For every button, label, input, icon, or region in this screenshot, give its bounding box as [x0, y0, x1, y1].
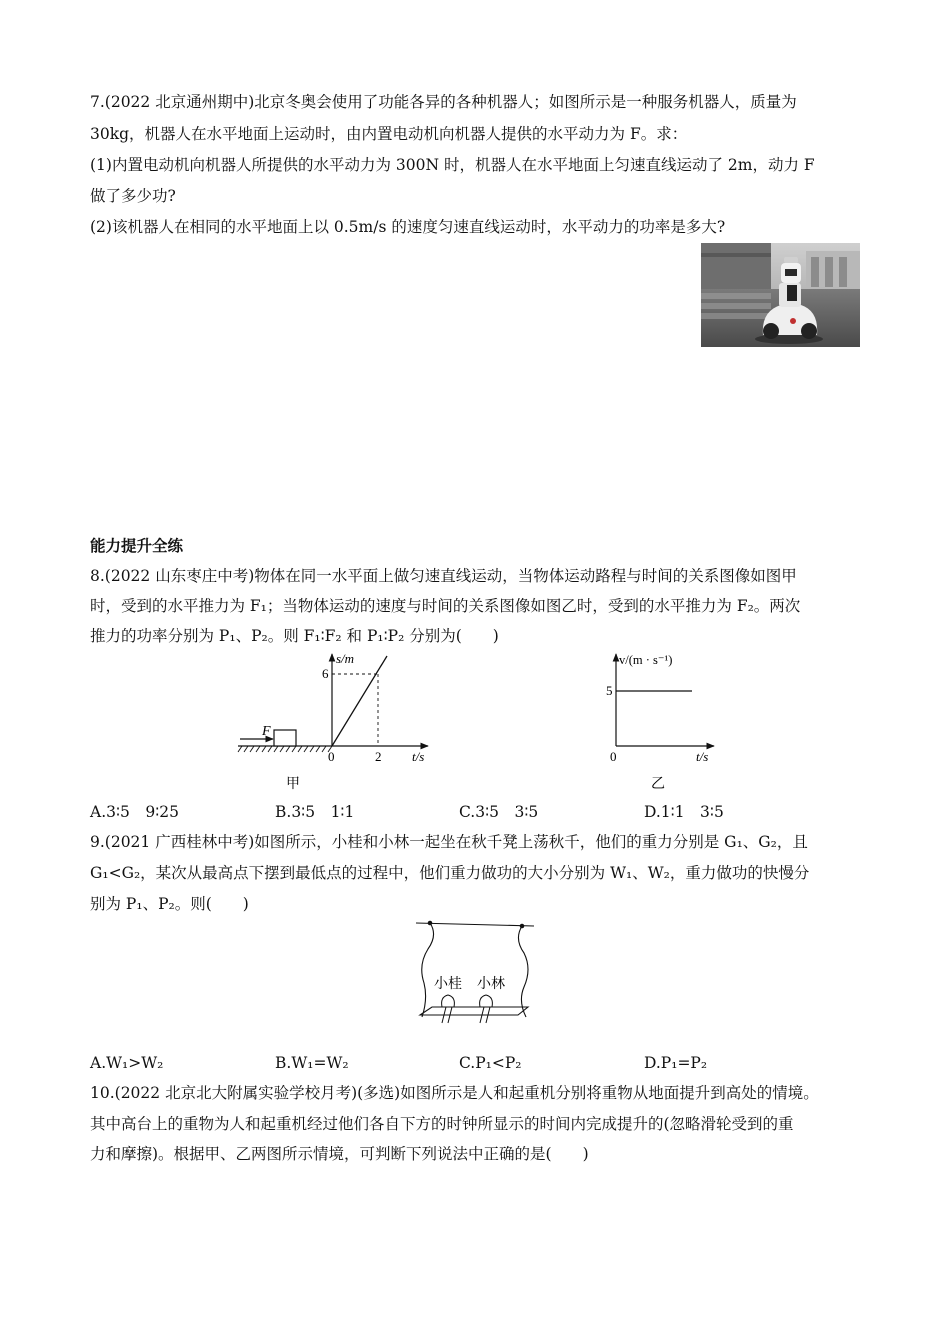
q7-line-1: 7.(2022 北京通州期中)北京冬奥会使用了功能各异的各种机器人；如图所示是一种服务机器人，质量为	[90, 93, 797, 111]
section-title: 能力提升全练	[90, 537, 184, 555]
figure-jia	[230, 648, 440, 796]
x-axis-label: t/s	[412, 749, 425, 764]
left-rope	[422, 923, 434, 1017]
caption-jia: 甲	[286, 777, 300, 792]
q8-line-3: 推力的功率分别为 P₁、P₂。则 F₁∶F₂ 和 P₁∶P₂ 分别为( )	[90, 627, 499, 645]
x-axis-label: t/s	[696, 749, 709, 764]
q9-option-b: B.W₁=W₂	[275, 1054, 349, 1072]
swing-figure	[412, 915, 536, 1035]
robot-photo	[701, 243, 860, 347]
x-tick-label: 2	[375, 749, 382, 764]
right-rope	[518, 926, 528, 1017]
q10-line-1: 10.(2022 北京北大附属实验学校月考)(多选)如图所示是人和起重机分别将重物从地面提升到高处的情境。	[90, 1084, 819, 1102]
q9-option-c: C.P₁<P₂	[459, 1054, 522, 1072]
q7-line-2: 30kg，机器人在水平地面上运动时，由内置电动机向机器人提供的水平动力为 F。求：	[90, 125, 688, 143]
q8-line-2: 时，受到的水平推力为 F₁；当物体运动的速度与时间的关系图像如图乙时，受到的水平推力为 F₂。两次	[90, 597, 801, 615]
swing-label-xiaolin: 小林	[477, 977, 505, 992]
force-label: F	[262, 724, 271, 739]
q9-option-a: A.W₁>W₂	[90, 1054, 164, 1072]
q7-line-4: 做了多少功?	[90, 187, 176, 205]
caption-yi: 乙	[651, 777, 665, 792]
figure-yi	[600, 648, 730, 796]
q10-line-3: 力和摩擦)。根据甲、乙两图所示情境，可判断下列说法中正确的是( )	[90, 1145, 589, 1163]
q8-option-c: C.3∶5 3∶5	[459, 803, 539, 821]
block-shape	[274, 730, 296, 746]
origin-label: 0	[610, 749, 617, 764]
y-tick-label: 5	[606, 683, 613, 698]
q8-line-1: 8.(2022 山东枣庄中考)物体在同一水平面上做匀速直线运动，当物体运动路程与时间的关系图像如图甲	[90, 567, 797, 585]
q7-line-3: (1)内置电动机向机器人所提供的水平动力为 300N 时，机器人在水平地面上匀速直线运动了 2m，动力 F	[90, 156, 815, 174]
q10-line-2: 其中高台上的重物为人和起重机经过他们各自下方的时钟所显示的时间内完成提升的(忽略滑轮受到的重	[90, 1115, 794, 1133]
q8-option-b: B.3∶5 1∶1	[275, 803, 355, 821]
y-tick-label: 6	[322, 666, 329, 681]
q7-line-5: (2)该机器人在相同的水平地面上以 0.5m/s 的速度匀速直线运动时，水平动力的功率是多大?	[90, 218, 726, 236]
q9-option-d: D.P₁=P₂	[644, 1054, 708, 1072]
q9-line-3: 别为 P₁、P₂。则( )	[90, 895, 249, 913]
origin-label: 0	[328, 749, 335, 764]
y-axis-label: s/m	[336, 651, 355, 666]
q9-line-1: 9.(2021 广西桂林中考)如图所示，小桂和小林一起坐在秋千凳上荡秋千，他们的重力分别是 G₁、G₂，且	[90, 833, 808, 851]
swing-bar	[416, 923, 534, 926]
swing-seat	[420, 1007, 528, 1015]
distance-line	[332, 656, 387, 746]
y-axis-label: v/(m · s⁻¹)	[619, 653, 673, 667]
q8-option-a: A.3∶5 9∶25	[90, 803, 179, 821]
q8-option-d: D.1∶1 3∶5	[644, 803, 724, 821]
q9-line-2: G₁<G₂，某次从最高点下摆到最低点的过程中，他们重力做功的大小分别为 W₁、W₂，重力做功的快慢分	[90, 864, 810, 882]
swing-label-xiaogui: 小桂	[434, 977, 462, 992]
